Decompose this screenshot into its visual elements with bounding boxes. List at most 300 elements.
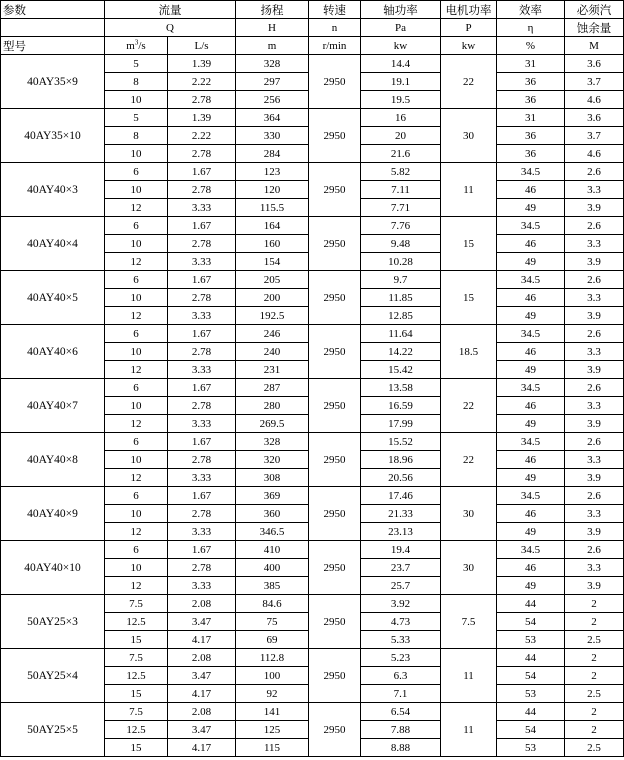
header-shaft-power-unit: kw (361, 37, 441, 55)
efficiency-cell: 54 (497, 721, 565, 739)
motor-power-cell: 22 (441, 55, 497, 109)
efficiency-cell: 54 (497, 613, 565, 631)
head-cell: 112.8 (236, 649, 309, 667)
npsh-cell: 2.6 (565, 271, 624, 289)
npsh-cell: 3.3 (565, 505, 624, 523)
head-cell: 231 (236, 361, 309, 379)
flow-m3s-cell: 15 (105, 631, 168, 649)
flow-m3s-cell: 7.5 (105, 595, 168, 613)
npsh-cell: 4.6 (565, 145, 624, 163)
table-row (1, 541, 624, 559)
motor-power-cell: 11 (441, 163, 497, 217)
npsh-cell: 4.6 (565, 91, 624, 109)
shaft-power-cell: 19.4 (361, 541, 441, 559)
table-row (1, 703, 624, 721)
flow-ls-cell: 2.22 (168, 73, 236, 91)
shaft-power-cell: 17.99 (361, 415, 441, 433)
shaft-power-cell: 20 (361, 127, 441, 145)
flow-ls-cell: 1.67 (168, 487, 236, 505)
flow-m3s-cell: 7.5 (105, 649, 168, 667)
flow-ls-cell: 3.47 (168, 721, 236, 739)
speed-cell: 2950 (309, 217, 361, 271)
efficiency-cell: 53 (497, 685, 565, 703)
npsh-cell: 2 (565, 721, 624, 739)
header-motor-power: 电机功率 (441, 1, 497, 19)
model-cell: 40AY35×10 (1, 109, 105, 163)
head-cell: 308 (236, 469, 309, 487)
npsh-cell: 2 (565, 595, 624, 613)
efficiency-cell: 36 (497, 145, 565, 163)
head-cell: 69 (236, 631, 309, 649)
flow-ls-cell: 1.67 (168, 271, 236, 289)
head-cell: 246 (236, 325, 309, 343)
npsh-cell: 3.9 (565, 253, 624, 271)
speed-cell: 2950 (309, 541, 361, 595)
npsh-cell: 2 (565, 667, 624, 685)
motor-power-cell: 22 (441, 379, 497, 433)
model-cell: 40AY40×9 (1, 487, 105, 541)
flow-m3s-cell: 6 (105, 163, 168, 181)
head-cell: 164 (236, 217, 309, 235)
flow-m3s-cell: 12 (105, 361, 168, 379)
flow-m3s-cell: 12 (105, 577, 168, 595)
efficiency-cell: 49 (497, 415, 565, 433)
flow-ls-cell: 2.78 (168, 235, 236, 253)
header-speed: 转速 (309, 1, 361, 19)
speed-cell: 2950 (309, 649, 361, 703)
flow-m3s-cell: 10 (105, 289, 168, 307)
speed-cell: 2950 (309, 379, 361, 433)
flow-ls-cell: 2.78 (168, 559, 236, 577)
flow-ls-cell: 2.78 (168, 505, 236, 523)
flow-m3s-cell: 10 (105, 343, 168, 361)
flow-ls-cell: 1.67 (168, 325, 236, 343)
flow-ls-cell: 1.39 (168, 109, 236, 127)
speed-cell: 2950 (309, 55, 361, 109)
npsh-cell: 2 (565, 613, 624, 631)
flow-m3s-cell: 6 (105, 271, 168, 289)
model-cell: 40AY40×10 (1, 541, 105, 595)
table-row (1, 595, 624, 613)
head-cell: 385 (236, 577, 309, 595)
flow-ls-cell: 3.33 (168, 307, 236, 325)
efficiency-cell: 34.5 (497, 379, 565, 397)
table-row (1, 271, 624, 289)
npsh-cell: 2.6 (565, 163, 624, 181)
flow-m3s-cell: 12 (105, 253, 168, 271)
head-cell: 125 (236, 721, 309, 739)
motor-power-cell: 7.5 (441, 595, 497, 649)
head-cell: 330 (236, 127, 309, 145)
efficiency-cell: 46 (497, 343, 565, 361)
efficiency-cell: 53 (497, 631, 565, 649)
head-cell: 192.5 (236, 307, 309, 325)
shaft-power-cell: 21.33 (361, 505, 441, 523)
flow-ls-cell: 2.08 (168, 649, 236, 667)
flow-ls-cell: 3.47 (168, 667, 236, 685)
shaft-power-cell: 4.73 (361, 613, 441, 631)
shaft-power-cell: 7.1 (361, 685, 441, 703)
efficiency-cell: 44 (497, 649, 565, 667)
efficiency-cell: 44 (497, 595, 565, 613)
speed-cell: 2950 (309, 595, 361, 649)
head-cell: 287 (236, 379, 309, 397)
npsh-cell: 2.6 (565, 217, 624, 235)
header-flow-unit-ls: L/s (168, 37, 236, 55)
model-cell: 40AY40×7 (1, 379, 105, 433)
flow-m3s-cell: 6 (105, 487, 168, 505)
header-speed-symbol: n (309, 19, 361, 37)
table-row (1, 325, 624, 343)
head-cell: 328 (236, 55, 309, 73)
flow-ls-cell: 3.33 (168, 469, 236, 487)
table-row (1, 487, 624, 505)
shaft-power-cell: 7.11 (361, 181, 441, 199)
npsh-cell: 3.3 (565, 181, 624, 199)
efficiency-cell: 34.5 (497, 271, 565, 289)
flow-ls-cell: 2.08 (168, 703, 236, 721)
npsh-cell: 2.6 (565, 379, 624, 397)
head-cell: 120 (236, 181, 309, 199)
shaft-power-cell: 17.46 (361, 487, 441, 505)
flow-ls-cell: 2.78 (168, 181, 236, 199)
head-cell: 369 (236, 487, 309, 505)
head-cell: 297 (236, 73, 309, 91)
table-row (1, 649, 624, 667)
efficiency-cell: 46 (497, 181, 565, 199)
flow-m3s-cell: 10 (105, 505, 168, 523)
efficiency-cell: 49 (497, 307, 565, 325)
npsh-cell: 3.6 (565, 55, 624, 73)
shaft-power-cell: 18.96 (361, 451, 441, 469)
npsh-cell: 3.3 (565, 451, 624, 469)
npsh-cell: 3.3 (565, 343, 624, 361)
head-cell: 92 (236, 685, 309, 703)
efficiency-cell: 49 (497, 361, 565, 379)
speed-cell: 2950 (309, 433, 361, 487)
npsh-cell: 3.9 (565, 469, 624, 487)
table-row (1, 379, 624, 397)
npsh-cell: 3.9 (565, 199, 624, 217)
header-npsh-symbol: M (565, 37, 624, 55)
head-cell: 100 (236, 667, 309, 685)
head-cell: 400 (236, 559, 309, 577)
header-npsh-line1: 必须汽 (565, 1, 624, 19)
shaft-power-cell: 5.23 (361, 649, 441, 667)
flow-m3s-cell: 12 (105, 307, 168, 325)
shaft-power-cell: 9.48 (361, 235, 441, 253)
flow-m3s-cell: 10 (105, 145, 168, 163)
head-cell: 141 (236, 703, 309, 721)
shaft-power-cell: 19.5 (361, 91, 441, 109)
shaft-power-cell: 12.85 (361, 307, 441, 325)
flow-m3s-cell: 6 (105, 541, 168, 559)
header-efficiency-symbol: η (497, 19, 565, 37)
motor-power-cell: 30 (441, 487, 497, 541)
flow-m3s-cell: 12.5 (105, 667, 168, 685)
flow-ls-cell: 2.78 (168, 397, 236, 415)
model-cell: 40AY40×5 (1, 271, 105, 325)
npsh-cell: 2.5 (565, 685, 624, 703)
model-cell: 50AY25×4 (1, 649, 105, 703)
speed-cell: 2950 (309, 109, 361, 163)
shaft-power-cell: 11.85 (361, 289, 441, 307)
flow-ls-cell: 2.78 (168, 343, 236, 361)
flow-m3s-cell: 8 (105, 73, 168, 91)
efficiency-cell: 34.5 (497, 433, 565, 451)
flow-m3s-cell: 10 (105, 451, 168, 469)
efficiency-cell: 34.5 (497, 163, 565, 181)
flow-ls-cell: 1.67 (168, 163, 236, 181)
motor-power-cell: 11 (441, 703, 497, 757)
efficiency-cell: 49 (497, 577, 565, 595)
flow-m3s-cell: 6 (105, 217, 168, 235)
table-row (1, 163, 624, 181)
motor-power-cell: 15 (441, 271, 497, 325)
header-shaft-power: 轴功率 (361, 1, 441, 19)
efficiency-cell: 49 (497, 523, 565, 541)
flow-ls-cell: 2.78 (168, 91, 236, 109)
table-row (1, 433, 624, 451)
efficiency-cell: 53 (497, 739, 565, 757)
model-cell: 40AY40×4 (1, 217, 105, 271)
flow-m3s-cell: 7.5 (105, 703, 168, 721)
motor-power-cell: 15 (441, 217, 497, 271)
npsh-cell: 3.3 (565, 397, 624, 415)
table-row (1, 109, 624, 127)
efficiency-cell: 36 (497, 73, 565, 91)
npsh-cell: 2.5 (565, 739, 624, 757)
head-cell: 115 (236, 739, 309, 757)
flow-ls-cell: 3.33 (168, 361, 236, 379)
npsh-cell: 2 (565, 649, 624, 667)
efficiency-cell: 44 (497, 703, 565, 721)
flow-ls-cell: 3.33 (168, 253, 236, 271)
speed-cell: 2950 (309, 325, 361, 379)
flow-ls-cell: 1.39 (168, 55, 236, 73)
header-head-unit: m (236, 37, 309, 55)
shaft-power-cell: 8.88 (361, 739, 441, 757)
shaft-power-cell: 7.88 (361, 721, 441, 739)
head-cell: 84.6 (236, 595, 309, 613)
header-head: 扬程 (236, 1, 309, 19)
model-cell: 40AY40×8 (1, 433, 105, 487)
header-flow: 流量 (105, 1, 236, 19)
flow-ls-cell: 4.17 (168, 631, 236, 649)
flow-ls-cell: 3.47 (168, 613, 236, 631)
flow-ls-cell: 2.78 (168, 289, 236, 307)
speed-cell: 2950 (309, 163, 361, 217)
flow-m3s-cell: 6 (105, 433, 168, 451)
efficiency-cell: 46 (497, 505, 565, 523)
flow-m3s-cell: 8 (105, 127, 168, 145)
flow-ls-cell: 3.33 (168, 415, 236, 433)
header-npsh-line2: 蚀余量 (565, 19, 624, 37)
npsh-cell: 2 (565, 703, 624, 721)
shaft-power-cell: 5.82 (361, 163, 441, 181)
npsh-cell: 3.7 (565, 73, 624, 91)
efficiency-cell: 49 (497, 199, 565, 217)
npsh-cell: 3.7 (565, 127, 624, 145)
npsh-cell: 3.3 (565, 289, 624, 307)
npsh-cell: 2.6 (565, 487, 624, 505)
flow-m3s-cell: 10 (105, 397, 168, 415)
header-head-symbol: H (236, 19, 309, 37)
speed-cell: 2950 (309, 487, 361, 541)
head-cell: 280 (236, 397, 309, 415)
flow-ls-cell: 2.78 (168, 451, 236, 469)
motor-power-cell: 30 (441, 541, 497, 595)
shaft-power-cell: 14.4 (361, 55, 441, 73)
npsh-cell: 2.6 (565, 325, 624, 343)
shaft-power-cell: 11.64 (361, 325, 441, 343)
flow-m3s-cell: 10 (105, 181, 168, 199)
flow-ls-cell: 1.67 (168, 379, 236, 397)
flow-m3s-cell: 6 (105, 325, 168, 343)
model-cell: 40AY35×9 (1, 55, 105, 109)
model-cell: 40AY40×6 (1, 325, 105, 379)
flow-m3s-cell: 5 (105, 55, 168, 73)
table-row (1, 55, 624, 73)
efficiency-cell: 49 (497, 469, 565, 487)
flow-m3s-cell: 12 (105, 199, 168, 217)
shaft-power-cell: 7.71 (361, 199, 441, 217)
table-header (1, 1, 624, 55)
shaft-power-cell: 6.3 (361, 667, 441, 685)
npsh-cell: 3.3 (565, 235, 624, 253)
shaft-power-cell: 10.28 (361, 253, 441, 271)
shaft-power-cell: 23.7 (361, 559, 441, 577)
flow-ls-cell: 3.33 (168, 577, 236, 595)
model-cell: 40AY40×3 (1, 163, 105, 217)
efficiency-cell: 46 (497, 451, 565, 469)
flow-ls-cell: 4.17 (168, 739, 236, 757)
shaft-power-cell: 16 (361, 109, 441, 127)
flow-m3s-cell: 6 (105, 379, 168, 397)
head-cell: 205 (236, 271, 309, 289)
flow-m3s-cell: 10 (105, 235, 168, 253)
flow-m3s-cell: 10 (105, 559, 168, 577)
head-cell: 123 (236, 163, 309, 181)
npsh-cell: 3.9 (565, 415, 624, 433)
npsh-cell: 3.3 (565, 559, 624, 577)
header-motor-power-symbol: P (441, 19, 497, 37)
shaft-power-cell: 14.22 (361, 343, 441, 361)
header-flow-unit-m3: $m^3/s$ (105, 37, 168, 55)
shaft-power-cell: 16.59 (361, 397, 441, 415)
header-speed-unit: r/min (309, 37, 361, 55)
table-row (1, 217, 624, 235)
flow-m3s-cell: 12.5 (105, 721, 168, 739)
efficiency-cell: 46 (497, 559, 565, 577)
npsh-cell: 2.5 (565, 631, 624, 649)
efficiency-cell: 36 (497, 91, 565, 109)
motor-power-cell: 18.5 (441, 325, 497, 379)
shaft-power-cell: 15.52 (361, 433, 441, 451)
head-cell: 410 (236, 541, 309, 559)
head-cell: 115.5 (236, 199, 309, 217)
shaft-power-cell: 3.92 (361, 595, 441, 613)
header-param: 参数 (1, 1, 105, 19)
header-efficiency-unit: % (497, 37, 565, 55)
npsh-cell: 3.6 (565, 109, 624, 127)
flow-ls-cell: 2.78 (168, 145, 236, 163)
motor-power-cell: 11 (441, 649, 497, 703)
efficiency-cell: 46 (497, 289, 565, 307)
shaft-power-cell: 6.54 (361, 703, 441, 721)
header-motor-power-unit: kw (441, 37, 497, 55)
flow-m3s-cell: 15 (105, 739, 168, 757)
shaft-power-cell: 20.56 (361, 469, 441, 487)
flow-m3s-cell: 12.5 (105, 613, 168, 631)
header-shaft-power-symbol: Pa (361, 19, 441, 37)
model-cell: 50AY25×5 (1, 703, 105, 757)
shaft-power-cell: 25.7 (361, 577, 441, 595)
head-cell: 154 (236, 253, 309, 271)
shaft-power-cell: 5.33 (361, 631, 441, 649)
npsh-cell: 3.9 (565, 577, 624, 595)
head-cell: 360 (236, 505, 309, 523)
speed-cell: 2950 (309, 703, 361, 757)
npsh-cell: 2.6 (565, 433, 624, 451)
motor-power-cell: 22 (441, 433, 497, 487)
shaft-power-cell: 23.13 (361, 523, 441, 541)
flow-m3s-cell: 12 (105, 469, 168, 487)
flow-ls-cell: 3.33 (168, 523, 236, 541)
npsh-cell: 3.9 (565, 361, 624, 379)
flow-m3s-cell: 12 (105, 523, 168, 541)
npsh-cell: 2.6 (565, 541, 624, 559)
efficiency-cell: 46 (497, 235, 565, 253)
head-cell: 160 (236, 235, 309, 253)
shaft-power-cell: 9.7 (361, 271, 441, 289)
npsh-cell: 3.9 (565, 523, 624, 541)
motor-power-cell: 30 (441, 109, 497, 163)
efficiency-cell: 34.5 (497, 541, 565, 559)
flow-ls-cell: 4.17 (168, 685, 236, 703)
head-cell: 256 (236, 91, 309, 109)
flow-m3s-cell: 5 (105, 109, 168, 127)
head-cell: 320 (236, 451, 309, 469)
flow-m3s-cell: 15 (105, 685, 168, 703)
table-body (1, 55, 624, 757)
head-cell: 346.5 (236, 523, 309, 541)
efficiency-cell: 36 (497, 127, 565, 145)
flow-ls-cell: 3.33 (168, 199, 236, 217)
header-model: 型号 (1, 37, 105, 55)
efficiency-cell: 34.5 (497, 325, 565, 343)
flow-m3s-cell: 12 (105, 415, 168, 433)
efficiency-cell: 34.5 (497, 487, 565, 505)
flow-ls-cell: 2.08 (168, 595, 236, 613)
flow-ls-cell: 2.22 (168, 127, 236, 145)
speed-cell: 2950 (309, 271, 361, 325)
header-blank (1, 19, 105, 37)
flow-m3s-cell: 10 (105, 91, 168, 109)
shaft-power-cell: 7.76 (361, 217, 441, 235)
efficiency-cell: 49 (497, 253, 565, 271)
efficiency-cell: 54 (497, 667, 565, 685)
flow-ls-cell: 1.67 (168, 433, 236, 451)
head-cell: 240 (236, 343, 309, 361)
flow-ls-cell: 1.67 (168, 217, 236, 235)
npsh-cell: 3.9 (565, 307, 624, 325)
head-cell: 75 (236, 613, 309, 631)
head-cell: 364 (236, 109, 309, 127)
head-cell: 200 (236, 289, 309, 307)
flow-ls-cell: 1.67 (168, 541, 236, 559)
model-cell: 50AY25×3 (1, 595, 105, 649)
